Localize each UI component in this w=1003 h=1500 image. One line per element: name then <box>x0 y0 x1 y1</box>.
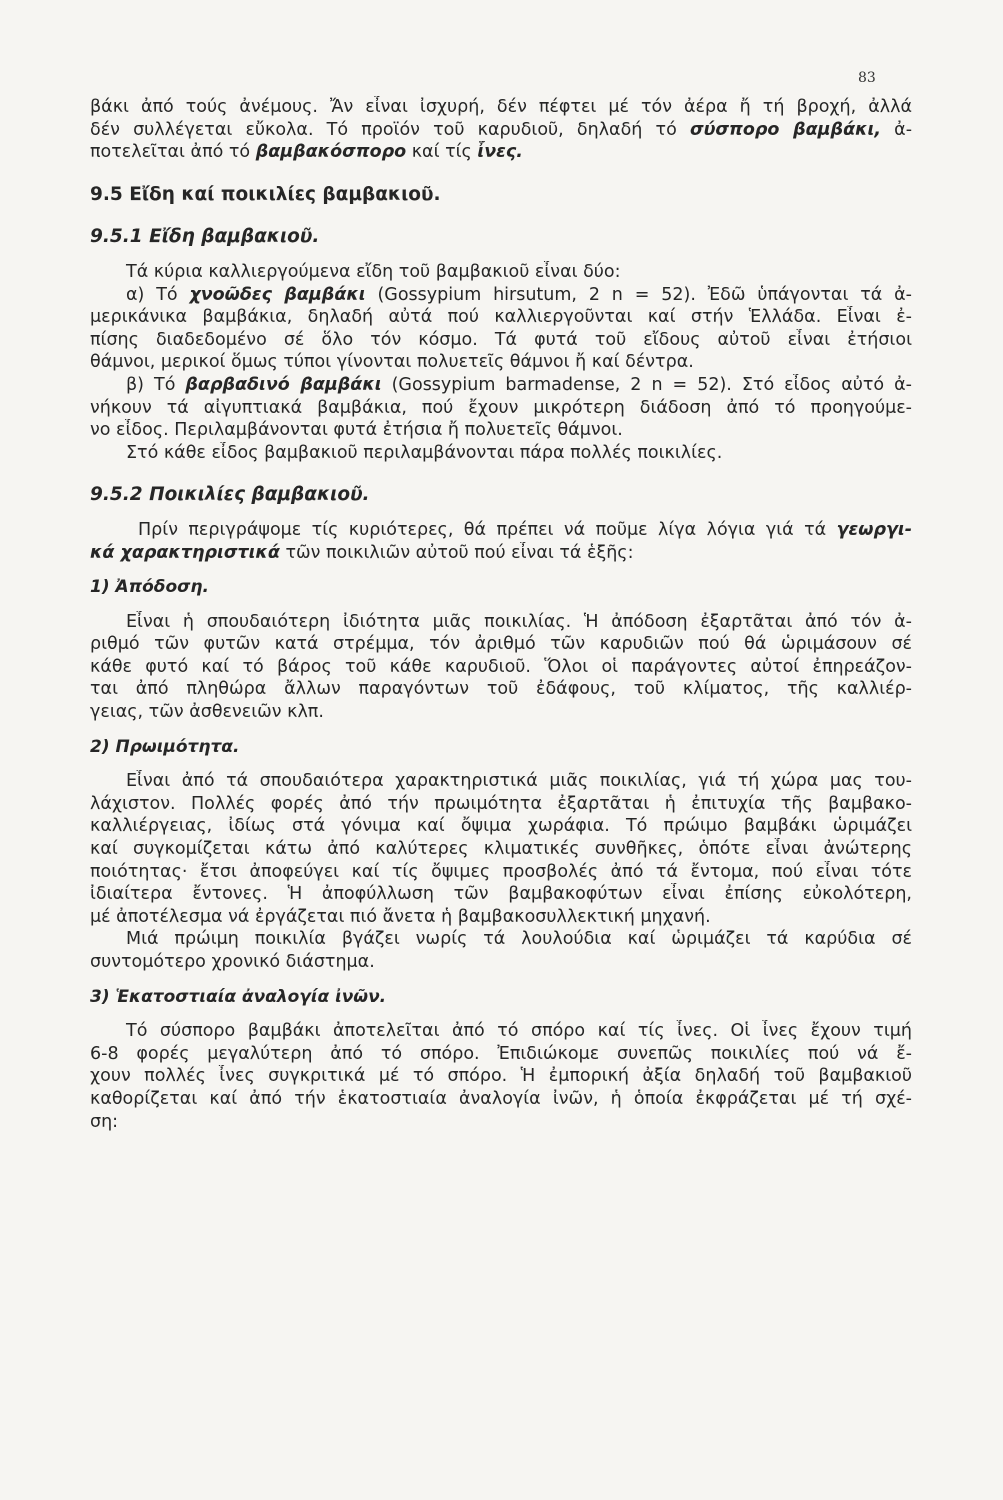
text-line: συντομότερο χρονικό διάστημα. <box>90 952 375 972</box>
text-line: Εἶναι ἡ σπουδαιότερη ἰδιότητα μιᾶς ποικιλίας. Ἡ ἀπόδοση ἐξαρτᾶται ἀπό τόν ἀ- <box>126 611 912 632</box>
text-line: καλλιέργειας, ἰδίως στά γόνιμα καί ὄψιμα χωράφια. Τό πρώιμο βαμβάκι ὡριμάζει <box>90 816 912 837</box>
text-line: μερικάνικα βαμβάκια, δηλαδή αὐτά πού καλλιεργοῦνται καί στήν Ἑλλάδα. Εἶναι ἐ- <box>90 307 912 328</box>
species-paragraph <box>90 261 912 464</box>
text-line: ποιότητας· ἔτσι ἀποφεύγει καί τίς ὄψιμες προσβολές ἀπό τά ἔντομα, πού εἶναι τότε <box>90 861 912 882</box>
subsection-heading: 9.5.2 Ποικιλίες βαμβακιοῦ. <box>90 484 370 506</box>
item-heading: 1) Ἀπόδοση. <box>90 577 209 598</box>
text-line: γειας, τῶν ἀσθενειῶν κλπ. <box>90 702 324 723</box>
text-line: ἰδιαίτερα ἔντονες. Ἡ ἀποφύλλωση τῶν βαμβακοφύτων εἶναι ἐπίσης εὐκολότερη, <box>90 884 912 905</box>
bold-term: κά χαρακτηριστικά <box>90 542 280 563</box>
text-line: β) Τό βαρβαδινό βαμβάκι (Gossypium barmadense, 2 n = 52). Στό εἶδος αὐτό ἀ- <box>126 374 912 395</box>
bold-term: χνοῶδες βαμβάκι <box>189 284 366 305</box>
text-line: πίσης διαδεδομένο σέ ὅλο τόν κόσμο. Τά φυτά τοῦ εἴδους αὐτοῦ εἶναι ἐτήσιοι <box>90 329 912 350</box>
text-line: νο εἶδος. Περιλαμβάνονται φυτά ἐτήσια ἤ πολυετεῖς θάμνοι. <box>90 420 623 441</box>
text-line: ση: <box>90 1111 119 1132</box>
text-line: Στό κάθε εἶδος βαμβακιοῦ περιλαμβάνονται πάρα πολλές ποικιλίες. <box>126 442 723 463</box>
text-line: χουν πολλές ἶνες συγκριτικά μέ τό σπόρο. Ἡ ἐμπορική ἀξία δηλαδή τοῦ βαμβακιοῦ <box>90 1066 912 1087</box>
bold-term: σύσπορο βαμβάκι, <box>689 119 881 140</box>
text-line: κάθε φυτό καί τό βάρος τοῦ κάθε καρυδιοῦ. Ὅλοι οἱ παράγοντες αὐτοί ἐπηρεάζον- <box>90 656 912 677</box>
text-line: 6-8 φορές μεγαλύτερη ἀπό τό σπόρο. Ἐπιδιώκομε συνεπῶς ποικιλίες πού νά ἔ- <box>90 1043 912 1064</box>
text-line: Τά κύρια καλλιεργούμενα εἴδη τοῦ βαμβακιοῦ εἶναι δύο: <box>126 261 621 282</box>
section-heading: 9.5 Εἴδη καί ποικιλίες βαμβακιοῦ. <box>90 183 441 205</box>
text-line: α) Τό χνοῶδες βαμβάκι (Gossypium hirsutum, 2 n = 52). Ἐδῶ ὑπάγονται τά ἀ- <box>126 284 912 305</box>
text-line: μέ ἀποτέλεσμα νά ἐργάζεται πιό ἄνετα ἡ βαμβακοσυλλεκτική μηχανή. <box>90 906 711 927</box>
text-line: ται ἀπό πληθώρα ἄλλων παραγόντων τοῦ ἐδάφους, τοῦ κλίματος, τῆς καλλιέρ- <box>90 679 912 700</box>
yield-paragraph <box>90 611 912 724</box>
text-line: Πρίν περιγράψομε τίς κυριότερες, θά πρέπει νά ποῦμε λίγα λόγια γιά τά γεωργι- <box>138 519 912 540</box>
text-line: νήκουν τά αἰγυπτιακά βαμβάκια, πού ἔχουν μικρότερη διάδοση ἀπό τό προηγούμε- <box>90 397 912 418</box>
bold-term: γεωργι- <box>836 519 912 540</box>
subsection-heading: 9.5.1 Εἴδη βαμβακιοῦ. <box>90 226 320 248</box>
earliness-paragraph <box>90 770 912 973</box>
text-line: Εἶναι ἀπό τά σπουδαιότερα χαρακτηριστικά μιᾶς ποικιλίας, γιά τή χώρα μας του- <box>126 771 912 792</box>
text-line: κά χαρακτηριστικά τῶν ποικιλιῶν αὐτοῦ πού εἶναι τά ἑξῆς: <box>90 542 634 563</box>
item-heading: 3) Ἑκατοστιαία ἀναλογία ἰνῶν. <box>90 986 387 1007</box>
text-line: Μιά πρώιμη ποικιλία βγάζει νωρίς τά λουλούδια καί ὡριμάζει τά καρύδια σέ <box>126 929 912 950</box>
item-heading: 2) Πρωιμότητα. <box>90 736 240 757</box>
text-line: βάκι ἀπό τούς ἀνέμους. Ἄν εἶναι ἰσχυρή, δέν πέφτει μέ τόν ἀέρα ἤ τή βροχή, ἀλλά <box>90 97 912 117</box>
intro-paragraph <box>90 96 912 164</box>
text-line: ριθμό τῶν φυτῶν κατά στρέμμα, τόν ἀριθμό τῶν καρυδιῶν πού θά ὡριμάσουν σέ <box>90 634 912 655</box>
bold-term: βαμβακόσπορο <box>255 142 407 163</box>
page-body <box>90 96 912 1133</box>
text-line: ποτελεῖται ἀπό τό βαμβακόσπορο καί τίς ἶνες. <box>90 142 523 163</box>
text-line: θάμνοι, μερικοί ὅμως τύποι γίνονται πολυετεῖς θάμνοι ἤ καί δέντρα. <box>90 352 694 373</box>
bold-term: ἶνες. <box>477 142 523 163</box>
bold-term: βαρβαδινό βαμβάκι <box>185 374 382 395</box>
varieties-paragraph <box>90 519 912 564</box>
fiber-ratio-paragraph <box>90 1020 912 1133</box>
page-number: 83 <box>858 70 876 86</box>
text-line: λάχιστον. Πολλές φορές ἀπό τήν πρωιμότητα ἐξαρτᾶται ἡ ἐπιτυχία τῆς βαμβακο- <box>90 793 912 814</box>
text-line: καί συγκομίζεται κάτω ἀπό καλύτερες κλιματικές συνθῆκες, ὁπότε εἶναι ἀνώτερης <box>90 839 912 860</box>
text-line: δέν συλλέγεται εὔκολα. Τό προϊόν τοῦ καρυδιοῦ, δηλαδή τό σύσπορο βαμβάκι, ἀ- <box>90 119 912 140</box>
text-line: καθορίζεται καί ἀπό τήν ἑκατοστιαία ἀναλογία ἰνῶν, ἡ ὁποία ἐκφράζεται μέ τή σχέ- <box>90 1088 912 1109</box>
text-line: Τό σύσπορο βαμβάκι ἀποτελεῖται ἀπό τό σπόρο καί τίς ἶνες. Οἱ ἶνες ἔχουν τιμή <box>126 1021 912 1042</box>
